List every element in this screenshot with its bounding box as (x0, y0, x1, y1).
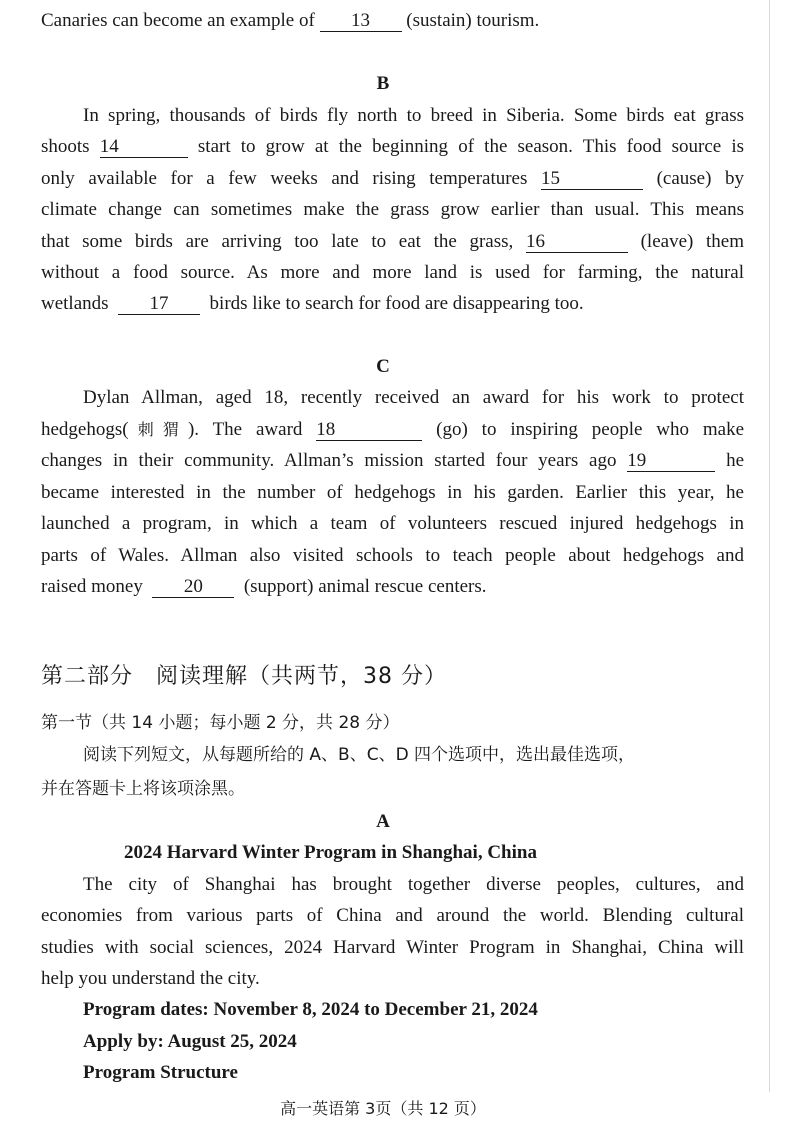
text-segment: that some birds are arriving too late to eat the grass, (41, 231, 514, 252)
text-segment: birds like to search for food are disappearing too. (209, 293, 584, 314)
paragraph-c-line: launched a program, in which a team of volunteers rescued injured hedgehogs in (41, 513, 744, 534)
paragraph-b-line (41, 230, 744, 254)
paragraph-c-line (41, 575, 487, 599)
passage-line: economies from various parts of China and around the world. Blending cultural (41, 905, 744, 926)
instruction-line: 并在答题卡上将该项涂黑。 (41, 779, 245, 799)
paragraph-b-line (41, 167, 744, 191)
text-segment: ). The award (187, 419, 303, 440)
text-segment: he (726, 450, 745, 471)
text-segment: changes in their community. Allman’s mission started four years ago (41, 450, 617, 471)
section-one-heading: 第一节（共 14 小题；每小题 2 分，共 28 分） (41, 713, 400, 733)
page-footer: 高一英语第 3页（共 12 页） (280, 1099, 486, 1118)
paragraph-b-line: climate change can sometimes make the grass grow earlier than usual. This means (41, 199, 744, 220)
program-structure-heading: Program Structure (83, 1062, 238, 1083)
paragraph-c-line: parts of Wales. Allman also visited schools to teach people about hedgehogs and (41, 545, 744, 566)
passage-label-a: A (376, 811, 390, 832)
apply-deadline: Apply by: August 25, 2024 (83, 1031, 297, 1052)
passage-title: 2024 Harvard Winter Program in Shanghai, China (124, 842, 537, 863)
answer-blank-18: 18 (316, 420, 422, 441)
text-segment: start to grow at the beginning of the season. This food source is (197, 136, 745, 157)
passage-line: studies with social sciences, 2024 Harvard Winter Program in Shanghai, China will (41, 937, 744, 958)
paragraph-b-line: without a food source. As more and more land is used for farming, the natural (41, 262, 744, 283)
answer-blank-19: 19 (627, 451, 715, 472)
paragraph-b-line (41, 292, 584, 316)
paragraph-c-line (41, 418, 744, 442)
text-segment: (support) animal rescue centers. (243, 576, 487, 597)
section-label-c: C (376, 356, 390, 377)
section-label-b: B (376, 73, 390, 94)
passage-line: help you understand the city. (41, 968, 260, 989)
page-edge-divider (769, 0, 770, 1092)
answer-blank-14: 14 (100, 137, 188, 158)
text-segment: raised money (41, 576, 143, 597)
instruction-line: 阅读下列短文，从每题所给的 A、B、C、D 四个选项中，选出最佳选项， (83, 745, 636, 765)
answer-blank-20: 20 (152, 577, 234, 598)
answer-blank-15: 15 (541, 169, 643, 190)
text-segment: Canaries can become an example of (41, 10, 320, 31)
passage-line: The city of Shanghai has brought together diverse peoples, cultures, and (83, 874, 744, 895)
paragraph-c-line: Dylan Allman, aged 18, recently received an award for his work to protect (83, 387, 744, 408)
text-segment: hedgehogs( (41, 419, 129, 440)
paragraph-c-line (41, 449, 744, 473)
paragraph-b-line (41, 135, 744, 159)
program-dates: Program dates: November 8, 2024 to December 21, 2024 (83, 999, 538, 1020)
text-segment: wetlands (41, 293, 109, 314)
text-segment: (sustain) tourism. (401, 10, 540, 31)
paragraph-b-line: In spring, thousands of birds fly north to breed in Siberia. Some birds eat grass (83, 105, 744, 126)
answer-blank-17: 17 (118, 294, 200, 315)
question-line-13 (41, 9, 539, 33)
answer-blank-13: 13 (320, 11, 402, 32)
text-segment: shoots (41, 136, 90, 157)
text-segment: only available for a few weeks and rising temperatures (41, 168, 528, 189)
text-segment: (go) to inspiring people who make (436, 419, 745, 440)
text-segment: (leave) them (640, 231, 745, 252)
paragraph-c-line: became interested in the number of hedgehogs in his garden. Earlier this year, he (41, 482, 744, 503)
part-two-title: 第二部分 阅读理解（共两节，38 分） (41, 664, 447, 689)
chinese-gloss: 刺猬 (128, 420, 188, 439)
text-segment: (cause) by (656, 168, 745, 189)
answer-blank-16: 16 (526, 232, 628, 253)
